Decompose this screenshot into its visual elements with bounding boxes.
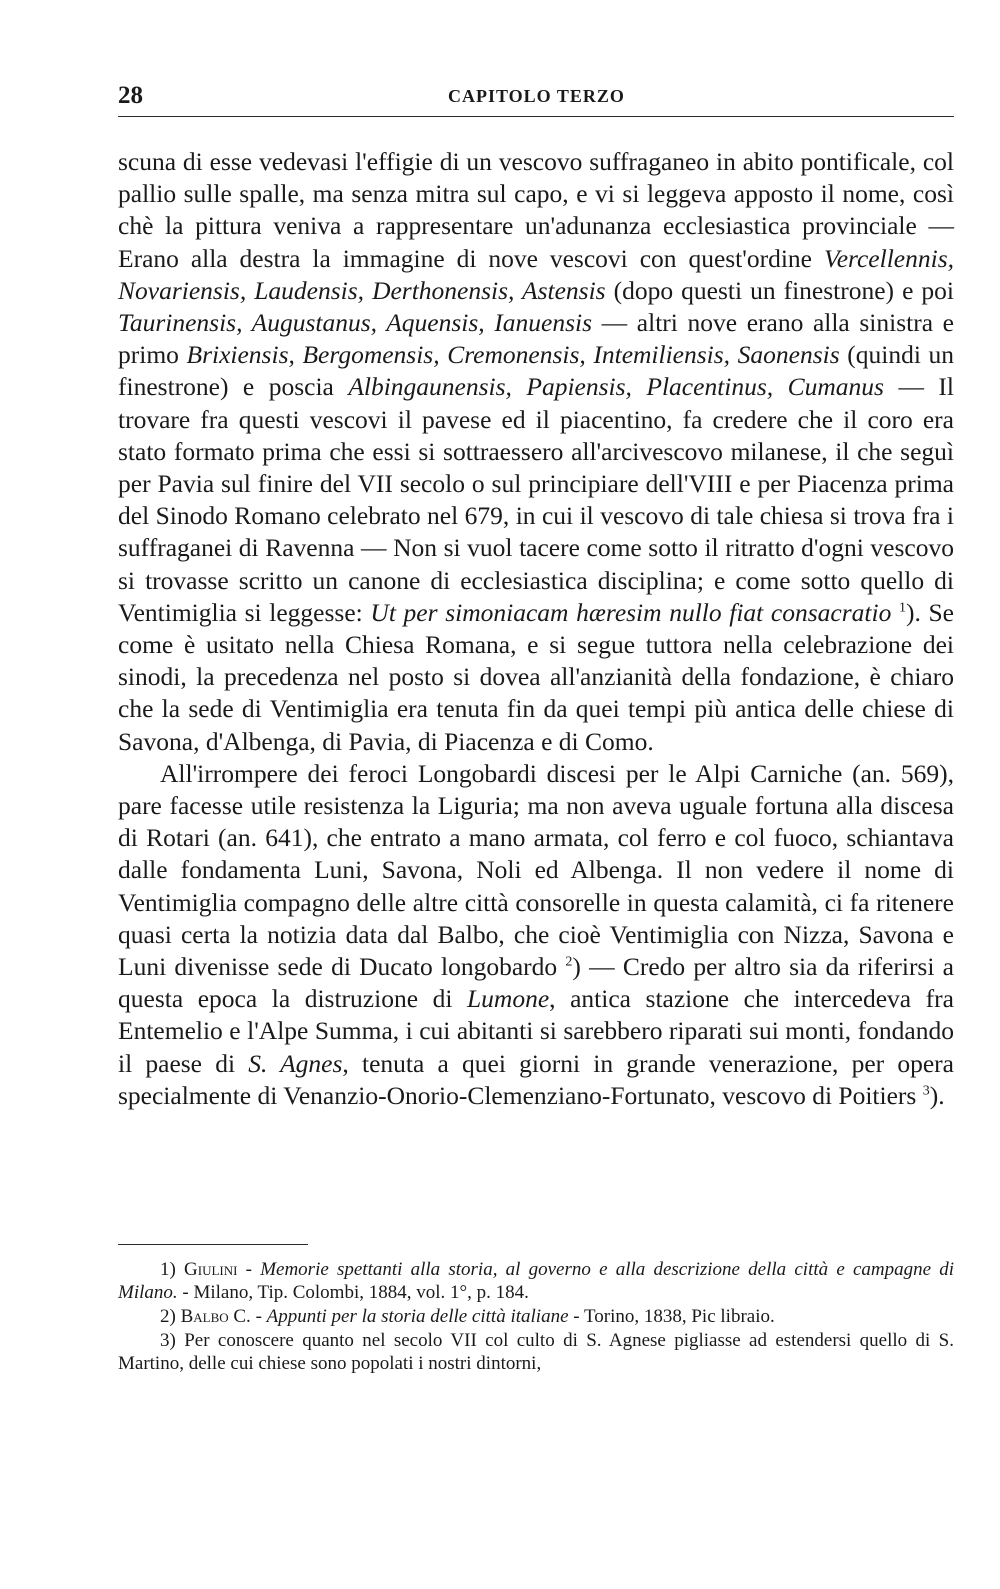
footnote-ref-3[interactable]: 3 xyxy=(922,1083,930,1099)
body-text xyxy=(118,146,954,1112)
footnote-rule xyxy=(118,1244,308,1245)
page-header xyxy=(118,78,954,112)
footnote-1 xyxy=(118,1258,954,1304)
footnotes xyxy=(118,1258,954,1376)
italic-run: S. Agnes xyxy=(248,1048,343,1078)
italic-run: Taurinensis, Augustanus, Aquensis, Ianuensis xyxy=(118,308,593,338)
italic-run: Lumone xyxy=(466,984,550,1014)
page-number: 28 xyxy=(118,82,143,109)
paragraph-2 xyxy=(118,758,954,1112)
footnote-title: Appunti per la storia delle città italiane xyxy=(266,1306,569,1327)
text-run: — Il trovare fra questi vescovi il pavese ed il piacentino, fa credere che il coro era stato formato prima che essi si sottraessero all'arcivescovo milanese, il che seguì per Pavia sul finire del VII secolo o sul principiare dell'VIII e per Piacenza prima del Sinodo Romano celebrato nel 679, in cui il vescovo di tale chiesa si trova fra i suffraganei di Ravenna — Non si vuol tacere come sotto il ritratto d'ogni vescovo si trovasse scritto un canone di ecclesiastica disciplina; e come sotto quello di Ventimiglia si leggesse: xyxy=(118,372,954,627)
footnote-ref-2[interactable]: 2 xyxy=(565,954,573,970)
footnote-title: Memorie spettanti alla storia, al governo e alla descrizione della città e campagne di Milano. xyxy=(118,1259,955,1303)
text-run: 3) Per conoscere quanto nel secolo VII col culto di S. Agnese pigliasse ad estendersi quello di S. Martino, delle cui chiese sono popolati i nostri dintorni, xyxy=(118,1330,954,1374)
text-run: , tenuta a quei giorni in grande venerazione, per opera specialmente di Venanzio-Onorio-Clemenziano-Fortunato, vescovo di Poitiers xyxy=(118,1048,954,1110)
running-head: CAPITOLO TERZO xyxy=(448,86,625,106)
footnote-author: Giulini xyxy=(184,1259,238,1280)
text-run: ) — Credo per altro sia da riferirsi a questa epoca la distruzione di xyxy=(118,952,954,1014)
italic-run: Ut per simoniacam hæresim nullo fiat consacratio xyxy=(370,597,892,627)
footnote-number: 1) xyxy=(160,1259,185,1280)
header-rule xyxy=(118,116,954,117)
footnote-2 xyxy=(118,1305,954,1328)
text-run: - xyxy=(250,1306,267,1327)
footnote-author: Balbo C. xyxy=(180,1306,251,1327)
footnote-ref-1[interactable]: 1 xyxy=(898,600,906,616)
italic-run: Brixiensis, Bergomensis, Cremonensis, Intemiliensis, Saonensis xyxy=(186,340,840,370)
text-run: - xyxy=(237,1259,261,1280)
text-run: scuna di esse vedevasi l'effigie di un vescovo suffraganeo in abito pontificale, col pallio sulle spalle, ma senza mitra sul capo, e vi si leggeva apposto il nome, così chè la pittura veniva a rappresentare un'adunanza ecclesiastica provinciale — Erano alla destra la immagine di nove vescovi con quest'ordine xyxy=(118,147,954,273)
text-run: (quindi un finestrone) e poscia xyxy=(118,340,954,402)
paragraph-1 xyxy=(118,146,954,758)
italic-run: Albingaunensis, Papiensis, Placentinus, Cumanus xyxy=(348,372,884,402)
text-run: , antica stazione che intercedeva fra Entemelio e l'Alpe Summa, i cui abitanti si sarebbero riparati sui monti, fondando il paese di xyxy=(118,984,954,1078)
text-run: - Torino, 1838, Pic libraio. xyxy=(568,1306,775,1327)
text-run: — altri nove erano alla sinistra e primo xyxy=(118,308,954,370)
italic-run: Vercellennis, Novariensis, Laudensis, Derthonensis, Astensis xyxy=(118,243,954,305)
text-run: - Milano, Tip. Colombi, 1884, vol. 1°, p. 184. xyxy=(177,1282,529,1303)
footnote-3 xyxy=(118,1329,954,1375)
text-run: ). Se come è usitato nella Chiesa Romana, e si segue tuttora nella celebrazione dei sinodi, la precedenza nel posto si dovea all'anzianità della fondazione, è chiaro che la sede di Ventimiglia era tenuta fin da quei tempi più antica delle chiese di Savona, d'Albenga, di Pavia, di Piacenza e di Como. xyxy=(118,597,954,756)
text-run: ). xyxy=(929,1080,945,1110)
text-run: All'irrompere dei feroci Longobardi discesi per le Alpi Carniche (an. 569), pare facesse utile resistenza la Liguria; ma non aveva uguale fortuna alla discesa di Rotari (an. 641), che entrato a mano armata, col ferro e col fuoco, schiantava dalle fondamenta Luni, Savona, Noli ed Albenga. Il non vedere il nome di Ventimiglia compagno delle altre città consorelle in questa calamità, ci fa ritenere quasi certa la notizia data dal Balbo, che cioè Ventimiglia con Nizza, Savona e Luni divenisse sede di Ducato longobardo xyxy=(118,758,954,982)
footnote-number: 2) xyxy=(160,1306,181,1327)
text-run: (dopo questi un finestrone) e poi xyxy=(605,275,954,305)
